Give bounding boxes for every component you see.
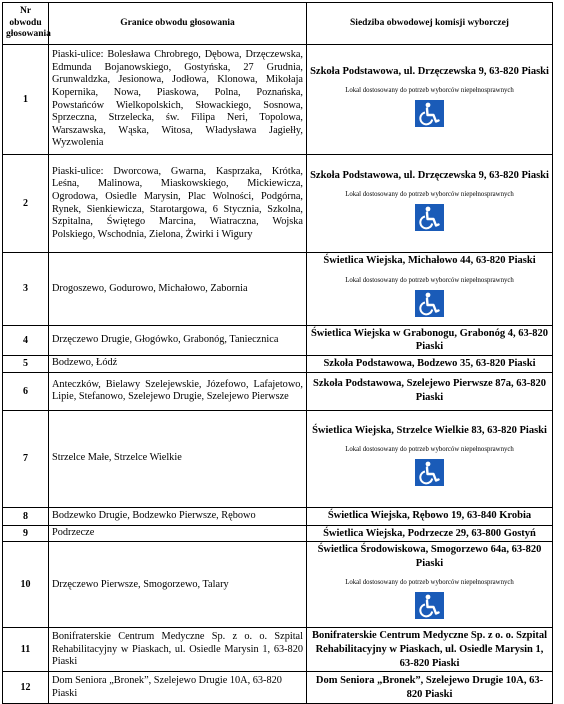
table-row — [3, 253, 553, 326]
accessibility-note: Lokal dostosowany do potrzeb wyborców niepełnosprawnych — [345, 446, 514, 454]
committee-location — [307, 253, 553, 326]
table-row — [3, 45, 553, 155]
table-row — [3, 525, 553, 542]
accessibility-note: Lokal dostosowany do potrzeb wyborców niepełnosprawnych — [345, 191, 514, 199]
wheelchair-icon — [415, 290, 444, 317]
committee-location — [307, 628, 553, 672]
district-boundaries: Anteczków, Bielawy Szelejewskie, Józefowo, Lafajetowo, Lipie, Stefanowo, Szelejewo Drugie, Szelejewo Pierwsze — [49, 372, 307, 410]
committee-address: Świetlica Środowiskowa, Smogorzewo 64a, 63-820 Piaski — [317, 544, 542, 569]
committee-address: Świetlica Wiejska, Podrzecze 29, 63-800 Gostyń — [323, 527, 536, 539]
table-row — [3, 325, 553, 355]
table-row — [3, 542, 553, 628]
district-number: 7 — [3, 410, 49, 507]
district-boundaries: Piaski-ulice: Dworcowa, Gwarna, Kasprzaka, Krótka, Leśna, Malinowa, Miaskowskiego, Mickiewicza, Ogrodowa, Osiedle Marysin, Plac Wolności, Podgórna, Rynek, Sienkiewicza, Starotargowa, 6 Stycznia, Szkolna, Szpitalna, Świętego Marcina, Wiatraczna, Wojska Polskiego, Wschodnia, Zielona, Żwirki i Wigury — [49, 155, 307, 253]
polling-districts-table — [2, 2, 553, 704]
district-number: 12 — [3, 672, 49, 704]
accessibility-note: Lokal dostosowany do potrzeb wyborców niepełnosprawnych — [345, 579, 514, 587]
district-boundaries: Drzęczewo Pierwsze, Smogorzewo, Talary — [49, 542, 307, 628]
district-boundaries: Bodzewko Drugie, Bodzewko Pierwsze, Rębowo — [49, 507, 307, 525]
district-boundaries: Drogoszewo, Godurowo, Michałowo, Zabornia — [49, 253, 307, 326]
district-number: 1 — [3, 45, 49, 155]
committee-location — [307, 542, 553, 628]
committee-location — [307, 507, 553, 525]
committee-address: Bonifraterskie Centrum Medyczne Sp. z o. o. Szpital Rehabilitacyjny w Piaskach, ul. Osiedle Marysin 1, 63-820 Piaski — [311, 630, 548, 669]
district-number: 11 — [3, 628, 49, 672]
table-row — [3, 355, 553, 372]
district-number: 6 — [3, 372, 49, 410]
wheelchair-icon — [415, 100, 444, 127]
committee-location — [307, 45, 553, 155]
district-boundaries: Piaski-ulice: Bolesława Chrobrego, Dębowa, Drzęczewska, Edmunda Bojanowskiego, Gostyńska, 27 Grudnia, Grunwaldzka, Jesionowa, Jodłowa, Klonowa, Mikołaja Kopernika, Nowa, Piaskowa, Polna, Poznańska, Powstańców Wielkopolskich, Słowackiego, Sosnowa, Sprzeczna, Strzelecka, św. Filipa Neri, Topolowa, Warszawska, Wąska, Witosa, Władysława Jagiełły, Wyzwolenia — [49, 45, 307, 155]
wheelchair-icon — [415, 592, 444, 619]
committee-address: Dom Seniora „Bronek”, Szelejewo Drugie 10A, 63-820 Piaski — [315, 675, 544, 700]
committee-address: Świetlica Wiejska, Michałowo 44, 63-820 Piaski — [323, 255, 536, 266]
district-number: 5 — [3, 355, 49, 372]
committee-location — [307, 410, 553, 507]
committee-address: Świetlica Wiejska, Strzelce Wielkie 83, 63-820 Piaski — [312, 424, 547, 436]
district-number: 2 — [3, 155, 49, 253]
table-row — [3, 155, 553, 253]
table-row — [3, 672, 553, 704]
committee-location — [307, 355, 553, 372]
table-row — [3, 628, 553, 672]
committee-location — [307, 155, 553, 253]
district-boundaries: Podrzecze — [49, 525, 307, 542]
committee-address: Szkoła Podstawowa, Bodzewo 35, 63-820 Piaski — [323, 357, 536, 369]
committee-location — [307, 672, 553, 704]
header-nr: Nr obwodu głosowania — [3, 3, 49, 45]
committee-address: Szkoła Podstawowa, ul. Drzęczewska 9, 63-820 Piaski — [310, 169, 549, 181]
accessibility-note: Lokal dostosowany do potrzeb wyborców niepełnosprawnych — [345, 276, 514, 284]
committee-location — [307, 525, 553, 542]
district-boundaries: Drzęczewo Drugie, Głogówko, Grabonóg, Taniecznica — [49, 325, 307, 355]
committee-location — [307, 372, 553, 410]
wheelchair-icon — [415, 459, 444, 486]
committee-location — [307, 325, 553, 355]
district-boundaries: Bodzewo, Łódź — [49, 355, 307, 372]
district-boundaries: Bonifraterskie Centrum Medyczne Sp. z o. o. Szpital Rehabilitacyjny w Piaskach, ul. Osiedle Marysin 1, 63-820 Piaski — [49, 628, 307, 672]
committee-address: Szkoła Podstawowa, ul. Drzęczewska 9, 63-820 Piaski — [310, 65, 549, 77]
table-row — [3, 507, 553, 525]
table-header-row — [3, 3, 553, 45]
district-number: 10 — [3, 542, 49, 628]
district-boundaries: Strzelce Małe, Strzelce Wielkie — [49, 410, 307, 507]
district-number: 4 — [3, 325, 49, 355]
committee-address: Szkoła Podstawowa, Szelejewo Pierwsze 87a, 63-820 Piaski — [313, 378, 546, 404]
table-row — [3, 410, 553, 507]
wheelchair-icon — [415, 204, 444, 231]
header-siedziba: Siedziba obwodowej komisji wyborczej — [307, 3, 553, 45]
committee-address: Świetlica Wiejska, Rębowo 19, 63-840 Krobia — [327, 510, 532, 522]
table-row — [3, 372, 553, 410]
committee-address: Świetlica Wiejska w Grabonogu, Grabonóg 4, 63-820 Piaski — [310, 327, 549, 353]
district-number: 8 — [3, 507, 49, 525]
accessibility-note: Lokal dostosowany do potrzeb wyborców niepełnosprawnych — [345, 87, 514, 95]
header-granice: Granice obwodu głosowania — [49, 3, 307, 45]
district-number: 3 — [3, 253, 49, 326]
district-boundaries: Dom Seniora „Bronek”, Szelejewo Drugie 10A, 63-820 Piaski — [49, 672, 307, 704]
district-number: 9 — [3, 525, 49, 542]
